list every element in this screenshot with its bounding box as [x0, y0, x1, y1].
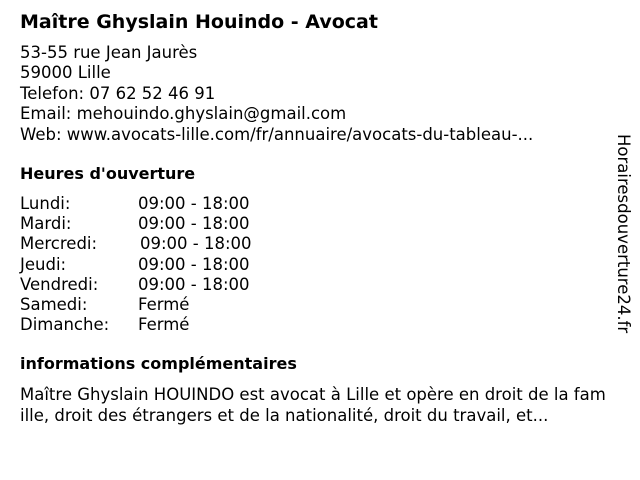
- address-city: 59000 Lille: [20, 63, 111, 83]
- additional-info-heading: informations complémentaires: [20, 354, 297, 373]
- day-label: Mardi:: [20, 214, 72, 234]
- time-value: 09:00 - 18:00: [138, 274, 250, 294]
- time-value: Fermé: [138, 315, 190, 335]
- phone-line: Telefon: 07 62 52 46 91: [20, 83, 216, 103]
- contact-block: [20, 43, 533, 145]
- website-line: Web: www.avocats-lille.com/fr/annuaire/avocats-du-tableau-...: [20, 124, 534, 144]
- time-value: 09:00 - 18:00: [138, 194, 250, 213]
- page-title: Maître Ghyslain Houindo - Avocat: [20, 11, 378, 33]
- opening-hours-heading: Heures d'ouverture: [20, 164, 196, 183]
- time-value: 09:00 - 18:00: [138, 254, 250, 274]
- day-label: Mercredi:: [20, 234, 98, 254]
- time-value: 09:00 - 18:00: [140, 234, 252, 254]
- day-label: Vendredi:: [20, 274, 99, 294]
- day-label: Jeudi:: [20, 254, 67, 274]
- additional-info-text: Maître Ghyslain HOUINDO est avocat à Lille et opère en droit de la famille, droit des étrangers et de la nationalité, droit du travail, et...: [20, 385, 606, 425]
- time-value: Fermé: [138, 294, 190, 314]
- time-value: 09:00 - 18:00: [138, 214, 250, 234]
- day-label: Dimanche:: [20, 315, 110, 335]
- address-street: 53-55 rue Jean Jaurès: [20, 43, 198, 62]
- day-label: Lundi:: [20, 194, 71, 213]
- email-line: Email: mehouindo.ghyslain@gmail.com: [20, 104, 347, 124]
- site-watermark: Horairesdouverture24.fr: [614, 134, 633, 334]
- day-label: Samedi:: [20, 294, 88, 314]
